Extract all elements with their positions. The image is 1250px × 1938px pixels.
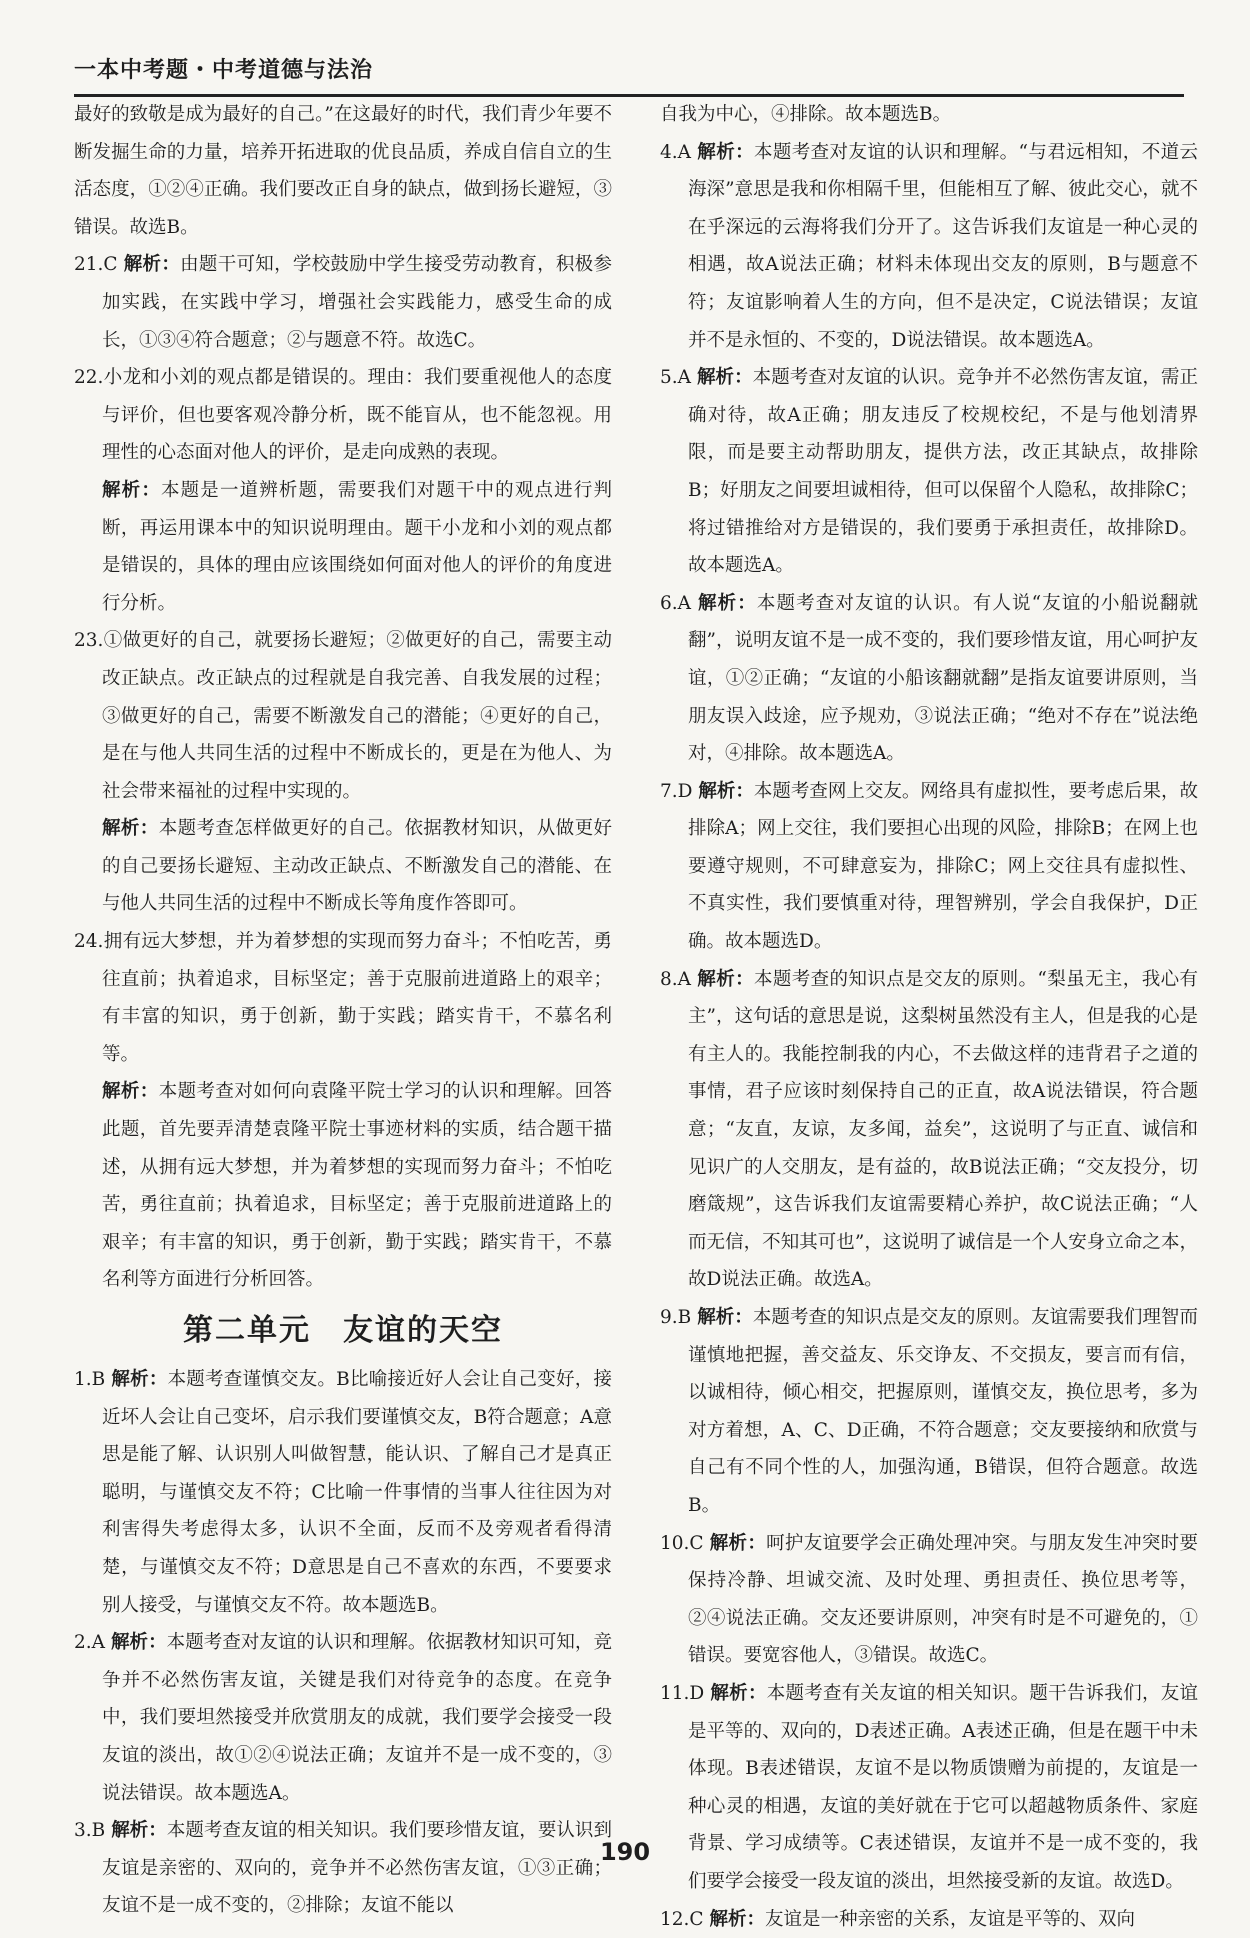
- answer-item-7: [660, 773, 1198, 961]
- answer-item-6: [660, 585, 1198, 773]
- answer-item-5: [660, 359, 1198, 585]
- answer-item-24: [74, 923, 612, 1073]
- answer-text: 小龙和小刘的观点都是错误的。理由：我们要重视他人的态度与评价，但也要客观冷静分析，既不能盲从，也不能忽视。用理性的心态面对他人的评价，是走向成熟的表现。: [102, 367, 612, 463]
- answer-number: 23.: [74, 630, 103, 651]
- running-header: [74, 54, 1184, 97]
- analysis-text: 本题考查对如何向袁隆平院士学习的认识和理解。回答此题，首先要弄清楚袁隆平院士事迹材料的实质，结合题干描述，从拥有远大梦想，并为着梦想的实现而努力奋斗；不怕吃苦，勇往直前；执着追求，目标坚定；善于克服前进道路上的艰辛；有丰富的知识，勇于创新，勤于实践；踏实肯干，不慕名利等方面进行分析回答。: [102, 1081, 612, 1290]
- analysis-text: 本题考查对友谊的认识和理解。依据教材知识可知，竞争并不必然伤害友谊，关键是我们对待竞争的态度。在竞争中，我们要坦然接受并欣赏朋友的成就，我们要学会接受一段友谊的淡出，故①②④说法正确；友谊并不是一成不变的，③说法错误。故本题选A。: [102, 1632, 612, 1803]
- answer-text: 拥有远大梦想，并为着梦想的实现而努力奋斗；不怕吃苦，勇往直前；执着追求，目标坚定；善于克服前进道路上的艰辛；有丰富的知识，勇于创新，勤于实践；踏实肯干，不慕名利等。: [102, 931, 612, 1065]
- answer-item-11: [660, 1675, 1198, 1901]
- analysis-label: 解析：: [102, 480, 161, 501]
- analysis-label: 解析：: [697, 969, 754, 990]
- answer-item-22: [74, 359, 612, 472]
- analysis-text: 本题考查有关友谊的相关知识。题干告诉我们，友谊是平等的、双向的，D表述正确。A表述正确，但是在题干中未体现。B表述错误，友谊不是以物质馈赠为前提的，友谊是一种心灵的相遇，友谊的美好就在于它可以超越物质条件、家庭背景、学习成绩等。C表述错误，友谊并不是一成不变的，我们要学会接受一段友谊的淡出，坦然接受新的友谊。故选D。: [688, 1683, 1198, 1892]
- analysis-text: 本题考查怎样做更好的自己。依据教材知识，从做更好的自己要扬长避短、主动改正缺点、不断激发自己的潜能、在与他人共同生活的过程中不断成长等角度作答即可。: [102, 818, 612, 914]
- answer-number: 4.A: [660, 142, 691, 163]
- continued-text: 自我为中心，④排除。故本题选B。: [660, 96, 1198, 134]
- answer-number: 21.C: [74, 254, 118, 275]
- answer-number: 12.C: [660, 1909, 704, 1930]
- analysis-label: 解析：: [111, 1632, 167, 1653]
- analysis-text: 本题考查对友谊的认识和理解。“与君远相知，不道云海深”意思是我和你相隔千里，但能相互了解、彼此交心，就不在乎深远的云海将我们分开了。这告诉我们友谊是一种心灵的相遇，故A说法正确；材料未体现出交友的原则，B与题意不符；友谊影响着人生的方向，但不是决定，C说法错误；友谊并不是永恒的、不变的，D说法错误。故本题选A。: [688, 142, 1198, 351]
- answer-number: 7.D: [660, 781, 692, 802]
- unit-heading: 第二单元 友谊的天空: [74, 1303, 612, 1359]
- analysis-label: 解析：: [102, 1081, 159, 1102]
- continued-text: 最好的致敬是成为最好的自己。”在这最好的时代，我们青少年要不断发掘生命的力量，培养开拓进取的优良品质，养成自信自立的生活态度，①②④正确。我们要改正自身的缺点，做到扬长避短，③错误。故选B。: [74, 96, 612, 246]
- answer-number: 9.B: [660, 1307, 691, 1328]
- analysis-label: 解析：: [102, 818, 159, 839]
- analysis-label: 解析：: [124, 254, 180, 275]
- answer-number: 11.D: [660, 1683, 704, 1704]
- analysis-text: 友谊是一种亲密的关系，友谊是平等的、双向: [765, 1909, 1135, 1930]
- analysis-label: 解析：: [111, 1820, 167, 1841]
- answer-item-21: [74, 246, 612, 359]
- analysis-label: 解析：: [697, 367, 753, 388]
- answer-item-9: [660, 1299, 1198, 1525]
- page-number: 190: [0, 1838, 1250, 1866]
- analysis-text: 本题考查对友谊的认识。有人说“友谊的小船说翻就翻”，说明友谊不是一成不变的，我们要珍惜友谊，用心呵护友谊，①②正确；“友谊的小船该翻就翻”是指友谊要讲原则，当朋友误入歧途，应予规劝，③说法正确；“绝对不存在”说法绝对，④排除。故本题选A。: [688, 593, 1198, 764]
- answer-number: 2.A: [74, 1632, 105, 1653]
- answer-item-3: [74, 1812, 612, 1925]
- answer-number: 5.A: [660, 367, 691, 388]
- analysis-label: 解析：: [698, 593, 757, 614]
- answer-text: ①做更好的自己，就要扬长避短；②做更好的自己，需要主动改正缺点。改正缺点的过程就是自我完善、自我发展的过程；③做更好的自己，需要不断激发自己的潜能；④更好的自己，是在与他人共同生活的过程中不断成长的，更是在为他人、为社会带来福祉的过程中实现的。: [102, 630, 612, 801]
- answer-item-12: [660, 1901, 1198, 1938]
- analysis-label: 解析：: [710, 1683, 766, 1704]
- answer-item-2: [74, 1624, 612, 1812]
- answer-item-4: [660, 134, 1198, 360]
- answer-number: 24.: [74, 931, 103, 952]
- answer-number: 8.A: [660, 969, 691, 990]
- analysis-label: 解析：: [709, 1909, 765, 1930]
- analysis-text: 本题考查网上交友。网络具有虚拟性，要考虑后果，故排除A；网上交往，我们要担心出现的风险，排除B；在网上也要遵守规则，不可肆意妄为，排除C；网上交往具有虚拟性、不真实性，我们要慎重对待，理智辨别，学会自我保护，D正确。故本题选D。: [688, 781, 1198, 952]
- analysis-text: 本题考查的知识点是交友的原则。友谊需要我们理智而谨慎地把握，善交益友、乐交诤友、不交损友，要言而有信，以诚相待，倾心相交，把握原则，谨慎交友，换位思考，多为对方着想，A、C、D正确，不符合题意；交友要接纳和欣赏与自己有不同个性的人，加强沟通，B错误，但符合题意。故选B。: [688, 1307, 1198, 1516]
- analysis-text: 本题考查对友谊的认识。竞争并不必然伤害友谊，需正确对待，故A正确；朋友违反了校规校纪，不是与他划清界限，而是要主动帮助朋友，提供方法，改正其缺点，故排除B；好朋友之间要坦诚相待，但可以保留个人隐私，故排除C；将过错推给对方是错误的，我们要勇于承担责任，故排除D。故本题选A。: [688, 367, 1198, 576]
- answer-item-8: [660, 961, 1198, 1299]
- analysis-label: 解析：: [698, 781, 754, 802]
- analysis-label: 解析：: [111, 1369, 167, 1390]
- answer-item-23: [74, 622, 612, 810]
- analysis-text: 本题考查谨慎交友。B比喻接近好人会让自己变好，接近坏人会让自己变坏，启示我们要谨慎交友，B符合题意；A意思是能了解、认识别人叫做智慧，能认识、了解自己才是真正聪明，与谨慎交友不符；C比喻一件事情的当事人往往因为对利害得失考虑得太多，认识不全面，反而不及旁观者看得清楚，与谨慎交友不符；D意思是自己不喜欢的东西，不要要求别人接受，与谨慎交友不符。故本题选B。: [102, 1369, 612, 1616]
- answer-number: 3.B: [74, 1820, 105, 1841]
- analysis-label: 解析：: [710, 1533, 766, 1554]
- analysis-text: 本题是一道辨析题，需要我们对题干中的观点进行判断，再运用课本中的知识说明理由。题干小龙和小刘的观点都是错误的，具体的理由应该围绕如何面对他人的评价的角度进行分析。: [102, 480, 612, 614]
- right-column: [660, 96, 1198, 1836]
- analysis-24: [74, 1073, 612, 1299]
- answer-item-10: [660, 1525, 1198, 1675]
- left-column: [74, 96, 612, 1836]
- analysis-label: 解析：: [697, 1307, 753, 1328]
- answer-number: 10.C: [660, 1533, 704, 1554]
- analysis-text: 由题干可知，学校鼓励中学生接受劳动教育，积极参加实践，在实践中学习，增强社会实践能力，感受生命的成长，①③④符合题意；②与题意不符。故选C。: [102, 254, 612, 350]
- analysis-22: [74, 472, 612, 622]
- answer-item-1: [74, 1361, 612, 1624]
- analysis-text: 本题考查的知识点是交友的原则。“梨虽无主，我心有主”，这句话的意思是说，这梨树虽然没有主人，但是我的心是有主人的。我能控制我的内心，不去做这样的违背君子之道的事情，君子应该时刻保持自己的正直，故A说法错误，符合题意；“友直，友谅，友多闻，益矣”，这说明了与正直、诚信和见识广的人交朋友，是有益的，故B说法正确；“交友投分，切磨箴规”，这告诉我们友谊需要精心养护，故C说法正确；“人而无信，不知其可也”，这说明了诚信是一个人安身立命之本，故D说法正确。故选A。: [688, 969, 1198, 1291]
- answer-number: 22.: [74, 367, 103, 388]
- answer-number: 6.A: [660, 593, 691, 614]
- analysis-23: [74, 810, 612, 923]
- answer-number: 1.B: [74, 1369, 105, 1390]
- analysis-text: 呵护友谊要学会正确处理冲突。与朋友发生冲突时要保持冷静、坦诚交流、及时处理、勇担责任、换位思考等，②④说法正确。交友还要讲原则，冲突有时是不可避免的，①错误。要宽容他人，③错误。故选C。: [688, 1533, 1198, 1667]
- book-title: 一本中考题・中考道德与法治: [74, 58, 373, 83]
- analysis-label: 解析：: [697, 142, 754, 163]
- analysis-text: 本题考查友谊的相关知识。我们要珍惜友谊，要认识到友谊是亲密的、双向的，竞争并不必然伤害友谊，①③正确；友谊不是一成不变的，②排除；友谊不能以: [102, 1820, 612, 1916]
